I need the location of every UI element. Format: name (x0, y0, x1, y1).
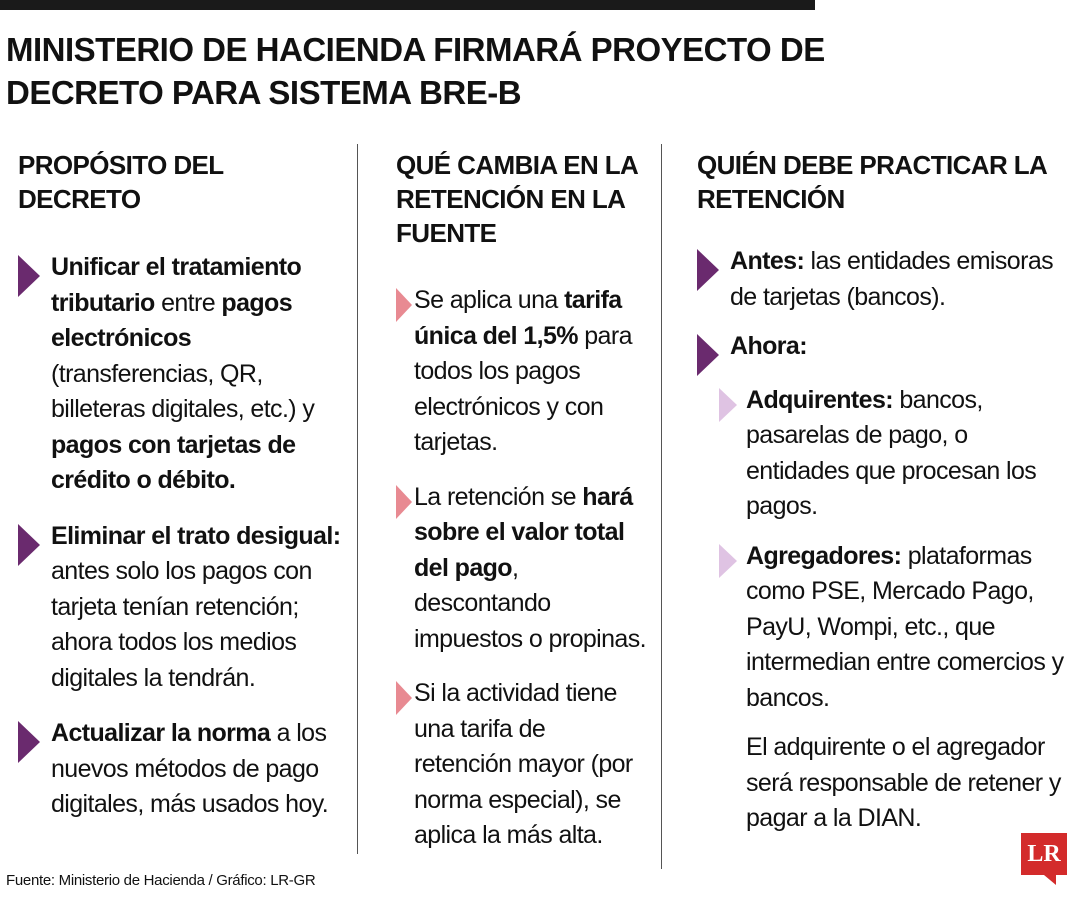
source-credit: Fuente: Ministerio de Hacienda / Gráfico: LR-GR (6, 872, 316, 889)
item-text: Ahora: (730, 332, 807, 360)
list-item (396, 480, 646, 658)
list-item (697, 244, 1067, 315)
item-text: Actualizar la norma a los nuevos métodos de pago digitales, más usados hoy. (51, 719, 329, 818)
list-item (18, 716, 348, 823)
lr-logo-tail (1044, 875, 1056, 885)
item-text: Eliminar el trato desigual: antes solo los pagos con tarjeta tenían retención; ahora todos los medios digitales la tendrán. (51, 521, 341, 692)
item-text: Adquirentes: bancos, pasarelas de pago, o entidades que procesan los pagos. (746, 385, 1037, 520)
item-text: Agregadores: plataformas como PSE, Mercado Pago, PayU, Wompi, etc., que intermedian entre comercios y bancos. (746, 541, 1064, 712)
list-item (697, 329, 1067, 365)
column-divider (357, 144, 358, 854)
column-heading: QUIÉN DEBE PRACTICAR LA RETENCIÓN (697, 150, 1047, 214)
list-item (396, 283, 646, 461)
item-text: Si la actividad tiene una tarifa de retención mayor (por norma especial), se aplica la más alta. (414, 679, 633, 849)
column-quien-debe (697, 148, 1067, 837)
page-title: MINISTERIO DE HACIENDA FIRMARÁ PROYECTO DE DECRETO PARA SISTEMA BRE-B (6, 31, 825, 111)
sub-list-item (697, 383, 1067, 525)
column-heading: QUÉ CAMBIA EN LA RETENCIÓN EN LA FUENTE (396, 150, 638, 248)
item-text: Se aplica una tarifa única del 1,5% para todos los pagos electrónicos y con tarjetas. (414, 286, 632, 456)
triangle-bullet-icon (396, 485, 412, 519)
triangle-bullet-icon (18, 524, 40, 566)
column-que-cambia (396, 148, 646, 873)
sub-list (697, 383, 1067, 717)
triangle-bullet-icon (18, 721, 40, 763)
sub-list-item (697, 539, 1067, 717)
triangle-bullet-icon (18, 255, 40, 297)
triangle-bullet-icon (697, 334, 719, 376)
column-heading: PROPÓSITO DEL DECRETO (18, 150, 224, 214)
list-item (18, 250, 348, 499)
column-divider (661, 144, 662, 869)
list-item (396, 676, 646, 854)
list-item (18, 519, 348, 697)
triangle-bullet-icon (697, 249, 719, 291)
triangle-bullet-icon (719, 388, 737, 422)
top-rule (0, 0, 815, 10)
lr-logo: LR (1021, 833, 1067, 875)
triangle-bullet-icon (396, 681, 412, 715)
triangle-bullet-icon (719, 544, 737, 578)
item-text: Antes: las entidades emisoras de tarjetas (bancos). (730, 247, 1054, 311)
item-text: La retención se hará sobre el valor total del pago, descontando impuestos o propinas. (414, 482, 646, 653)
column-proposito (18, 148, 348, 843)
note-text: El adquirente o el agregador será responsable de retener y pagar a la DIAN. (746, 733, 1061, 832)
item-text: Unificar el tratamiento tributario entre pagos electrónicos (transferencias, QR, billeteras digitales, etc.) y pagos con tarjetas de crédito o débito. (51, 253, 315, 494)
triangle-bullet-icon (396, 288, 412, 322)
